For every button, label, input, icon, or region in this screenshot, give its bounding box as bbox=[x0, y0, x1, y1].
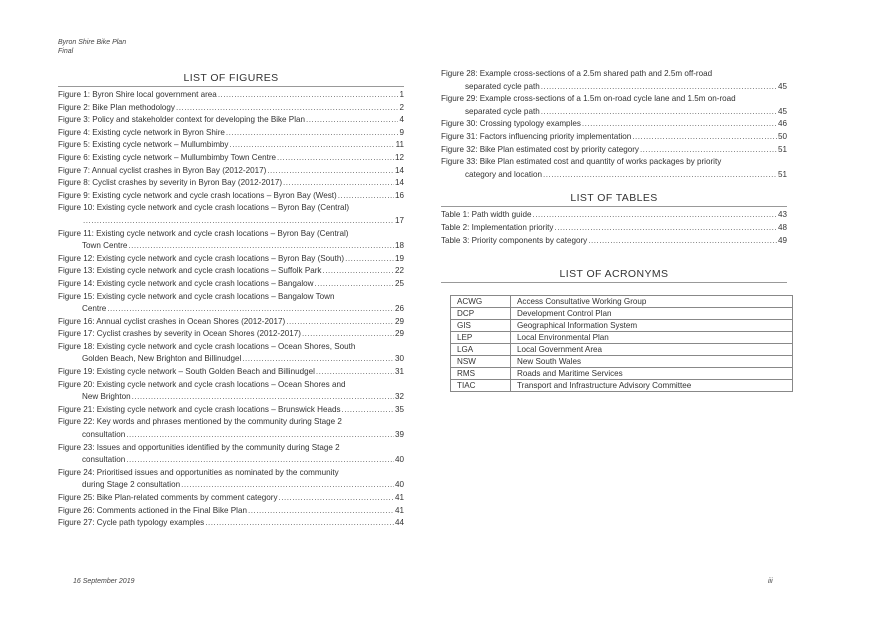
toc-page-number: 45 bbox=[777, 81, 787, 91]
toc-entry[interactable] bbox=[58, 416, 404, 441]
acronym-row bbox=[451, 344, 793, 356]
toc-entry[interactable] bbox=[58, 492, 404, 505]
toc-page-number: 31 bbox=[394, 367, 404, 377]
toc-entry[interactable] bbox=[58, 291, 404, 316]
toc-entry[interactable] bbox=[58, 442, 404, 467]
toc-page-number: 41 bbox=[394, 493, 404, 502]
dot-leader bbox=[242, 353, 394, 366]
toc-entry-text: Figure 2: Bike Plan methodology bbox=[58, 102, 175, 112]
toc-entry[interactable] bbox=[441, 144, 787, 157]
toc-entry-text: separated cycle path bbox=[465, 106, 540, 116]
toc-entry-text: Figure 11: Existing cycle network and cycle crash locations – Byron Bay (Central) bbox=[58, 228, 349, 238]
toc-entry[interactable] bbox=[58, 517, 404, 530]
toc-entry-text: Figure 10: Existing cycle network and cycle crash locations – Byron Bay (Central) bbox=[58, 203, 350, 213]
dot-leader bbox=[176, 102, 399, 115]
toc-page-number: 51 bbox=[777, 144, 787, 154]
toc-entry-text: Figure 30: Crossing typology examples bbox=[441, 119, 581, 129]
toc-entry[interactable] bbox=[441, 222, 787, 235]
toc-entry[interactable] bbox=[58, 265, 404, 278]
toc-entry-text: category and location bbox=[465, 169, 542, 179]
document-header bbox=[58, 38, 126, 56]
toc-entry[interactable] bbox=[441, 118, 787, 131]
toc-entry[interactable] bbox=[58, 114, 404, 127]
acronym-meaning: Geographical Information System bbox=[511, 320, 793, 332]
dot-leader bbox=[632, 131, 777, 144]
toc-page-number: 32 bbox=[394, 392, 404, 402]
toc-entry[interactable] bbox=[441, 68, 787, 93]
dot-leader bbox=[181, 479, 394, 492]
dot-leader bbox=[229, 139, 394, 152]
toc-page-number: 29 bbox=[394, 329, 404, 339]
toc-entry[interactable] bbox=[58, 467, 404, 492]
toc-page-number: 14 bbox=[394, 178, 404, 188]
toc-entry-text: Figure 18: Existing cycle network and cycle crash locations – Ocean Shores, South bbox=[58, 341, 356, 351]
toc-entry-text: Figure 16: Annual cyclist crashes in Ocean Shores (2012-2017) bbox=[58, 316, 286, 326]
toc-page-number: 35 bbox=[394, 404, 404, 414]
dot-leader bbox=[107, 303, 394, 316]
toc-page-number: 46 bbox=[777, 119, 787, 129]
dot-leader bbox=[338, 190, 394, 203]
toc-entry-text: Town Centre bbox=[82, 241, 128, 251]
toc-entry-text: Figure 3: Policy and stakeholder context for developing the Bike Plan bbox=[58, 115, 306, 125]
toc-entry-text: Figure 22: Key words and phrases mentioned by the community during Stage 2 bbox=[58, 417, 342, 427]
toc-entry-text: Figure 13: Existing cycle network and cycle crash locations – Suffolk Park bbox=[58, 266, 322, 276]
dot-leader bbox=[248, 505, 394, 518]
toc-entry-text: Figure 4: Existing cycle network in Byron Shire bbox=[58, 127, 225, 137]
acronym-abbreviation: RMS bbox=[451, 368, 511, 380]
toc-entry-text: Golden Beach, New Brighton and Billinudgel bbox=[82, 354, 242, 364]
toc-entry-text: Figure 7: Annual cyclist crashes in Byron Bay (2012-2017) bbox=[58, 165, 267, 175]
figures-column bbox=[58, 72, 404, 530]
toc-page-number: 39 bbox=[394, 430, 404, 440]
dot-leader bbox=[218, 89, 399, 102]
dot-leader bbox=[316, 366, 394, 379]
dot-leader bbox=[126, 429, 394, 442]
dot-leader bbox=[342, 404, 394, 417]
toc-page-number: 29 bbox=[394, 316, 404, 326]
toc-entry-text: Figure 20: Existing cycle network and cycle crash locations – Ocean Shores and bbox=[58, 379, 346, 389]
dot-leader bbox=[128, 240, 394, 253]
toc-entry[interactable] bbox=[58, 102, 404, 115]
toc-entry[interactable] bbox=[58, 89, 404, 102]
acronym-meaning: Roads and Maritime Services bbox=[511, 368, 793, 380]
toc-entry[interactable] bbox=[58, 278, 404, 291]
toc-page-number: 9 bbox=[399, 127, 404, 137]
toc-page-number: 22 bbox=[394, 266, 404, 276]
acronyms-table bbox=[450, 295, 793, 392]
toc-page-number: 44 bbox=[394, 518, 404, 528]
toc-entry-text: Figure 29: Example cross-sections of a 1.5m on-road cycle lane and 1.5m on-road bbox=[441, 94, 736, 104]
toc-entry[interactable] bbox=[58, 379, 404, 404]
toc-page-number: 4 bbox=[399, 115, 404, 125]
toc-page-number: 1 bbox=[399, 90, 404, 99]
toc-entry-text: Figure 21: Existing cycle network and cycle crash locations – Brunswick Heads bbox=[58, 404, 341, 414]
toc-page-number: 19 bbox=[394, 253, 404, 263]
toc-entry-text: consultation bbox=[82, 430, 126, 440]
acronym-abbreviation: NSW bbox=[451, 356, 511, 368]
acronym-row bbox=[451, 356, 793, 368]
toc-entry-text: Figure 33: Bike Plan estimated cost and quantity of works packages by priority bbox=[441, 157, 722, 167]
dot-leader bbox=[554, 222, 777, 235]
toc-entry[interactable] bbox=[58, 366, 404, 379]
acronym-abbreviation: LEP bbox=[451, 332, 511, 344]
toc-entry[interactable] bbox=[58, 341, 404, 366]
dot-leader bbox=[126, 454, 394, 467]
acronym-row bbox=[451, 320, 793, 332]
toc-page-number: 50 bbox=[777, 131, 787, 141]
toc-entry-text: Figure 19: Existing cycle network – South Golden Beach and Billinudgel bbox=[58, 367, 315, 377]
toc-entry-text: Figure 23: Issues and opportunities identified by the community during Stage 2 bbox=[58, 442, 340, 452]
dot-leader bbox=[267, 165, 394, 178]
list-of-figures-heading: LIST OF FIGURES bbox=[58, 72, 404, 87]
toc-entry[interactable] bbox=[441, 156, 787, 181]
toc-entry-text: during Stage 2 consultation bbox=[82, 480, 181, 490]
dot-leader bbox=[205, 517, 394, 530]
toc-entry-text: Figure 24: Prioritised issues and opportunities as nominated by the community bbox=[58, 467, 339, 477]
figures-list-continued bbox=[441, 68, 787, 181]
toc-page-number: 12 bbox=[394, 152, 404, 162]
toc-entry[interactable] bbox=[58, 190, 404, 203]
right-column bbox=[441, 68, 787, 392]
toc-entry-text: Figure 1: Byron Shire local government area bbox=[58, 90, 217, 99]
toc-entry-text: Figure 12: Existing cycle network and cycle crash locations – Byron Bay (South) bbox=[58, 253, 345, 263]
toc-page-number: 16 bbox=[394, 190, 404, 200]
list-of-tables-heading: LIST OF TABLES bbox=[441, 192, 787, 207]
toc-page-number: 18 bbox=[394, 241, 404, 251]
dot-leader bbox=[588, 235, 777, 248]
dot-leader bbox=[541, 81, 777, 94]
acronym-row bbox=[451, 296, 793, 308]
toc-entry-text: Table 3: Priority components by category bbox=[441, 235, 588, 245]
toc-page-number: 11 bbox=[395, 140, 404, 150]
toc-entry-text: Figure 25: Bike Plan-related comments by comment category bbox=[58, 493, 278, 502]
toc-entry-text: Figure 9: Existing cycle network and cycle crash locations – Byron Bay (West) bbox=[58, 190, 337, 200]
toc-entry-text: Figure 27: Cycle path typology examples bbox=[58, 518, 205, 528]
dot-leader bbox=[306, 114, 398, 127]
toc-entry[interactable] bbox=[441, 93, 787, 118]
toc-entry-text: Figure 31: Factors influencing priority implementation bbox=[441, 131, 632, 141]
toc-entry-text: Figure 8: Cyclist crashes by severity in Byron Bay (2012-2017) bbox=[58, 178, 283, 188]
toc-entry[interactable] bbox=[58, 127, 404, 140]
dot-leader bbox=[345, 253, 394, 266]
toc-entry-text: Figure 28: Example cross-sections of a 2.5m shared path and 2.5m off-road bbox=[441, 69, 713, 78]
toc-entry-text: Figure 5: Existing cycle network – Mullumbimby bbox=[58, 140, 229, 150]
dot-leader bbox=[286, 316, 394, 329]
acronym-meaning: Development Control Plan bbox=[511, 308, 793, 320]
dot-leader bbox=[541, 106, 777, 119]
toc-page-number: 45 bbox=[777, 106, 787, 116]
acronym-meaning: Transport and Infrastructure Advisory Committee bbox=[511, 380, 793, 392]
acronym-abbreviation: TIAC bbox=[451, 380, 511, 392]
toc-entry-text: New Brighton bbox=[82, 392, 131, 402]
toc-entry-text: Figure 14: Existing cycle network and cycle crash locations – Bangalow bbox=[58, 278, 314, 288]
toc-entry[interactable] bbox=[58, 165, 404, 178]
dot-leader bbox=[302, 328, 394, 341]
dot-leader bbox=[532, 209, 777, 222]
toc-page-number: 14 bbox=[394, 165, 404, 175]
dot-leader bbox=[279, 492, 394, 505]
toc-entry-text: Figure 26: Comments actioned in the Final Bike Plan bbox=[58, 505, 247, 515]
toc-entry[interactable] bbox=[58, 228, 404, 253]
toc-entry[interactable] bbox=[58, 404, 404, 417]
toc-entry[interactable] bbox=[58, 253, 404, 266]
toc-entry-text: Figure 17: Cyclist crashes by severity in Ocean Shores (2012-2017) bbox=[58, 329, 301, 339]
acronym-abbreviation: ACWG bbox=[451, 296, 511, 308]
toc-page-number: 40 bbox=[394, 455, 404, 465]
toc-entry-text: Table 2: Implementation priority bbox=[441, 222, 554, 232]
dot-leader bbox=[315, 278, 394, 291]
toc-page-number: 51 bbox=[777, 169, 787, 179]
acronym-abbreviation: LGA bbox=[451, 344, 511, 356]
toc-entry[interactable] bbox=[58, 202, 404, 227]
toc-entry-text: separated cycle path bbox=[465, 81, 540, 91]
list-of-acronyms-heading: LIST OF ACRONYMS bbox=[441, 268, 787, 283]
toc-entry-text: Centre bbox=[82, 304, 107, 314]
dot-leader bbox=[83, 215, 394, 228]
toc-page-number: 17 bbox=[394, 215, 404, 225]
acronym-meaning: Local Government Area bbox=[511, 344, 793, 356]
acronym-abbreviation: DCP bbox=[451, 308, 511, 320]
footer-date: 16 September 2019 bbox=[73, 578, 135, 585]
toc-page-number: 41 bbox=[394, 505, 404, 515]
toc-page-number: 2 bbox=[399, 102, 404, 112]
toc-entry[interactable] bbox=[441, 209, 787, 222]
document-title: Byron Shire Bike Plan bbox=[58, 39, 127, 46]
toc-page-number: 48 bbox=[777, 222, 787, 232]
toc-page-number: 43 bbox=[777, 210, 787, 220]
acronym-row bbox=[451, 332, 793, 344]
toc-entry-text: Figure 6: Existing cycle network – Mullumbimby Town Centre bbox=[58, 152, 277, 162]
toc-entry-text: Table 1: Path width guide bbox=[441, 210, 532, 220]
dot-leader bbox=[543, 169, 777, 182]
toc-entry[interactable] bbox=[58, 505, 404, 518]
toc-entry[interactable] bbox=[58, 152, 404, 165]
dot-leader bbox=[132, 391, 394, 404]
dot-leader bbox=[283, 177, 394, 190]
acronym-meaning: Local Environmental Plan bbox=[511, 332, 793, 344]
toc-entry[interactable] bbox=[58, 139, 404, 152]
toc-page-number: 49 bbox=[777, 235, 787, 245]
toc-page-number: 26 bbox=[394, 304, 404, 314]
toc-entry[interactable] bbox=[58, 316, 404, 329]
acronym-meaning: Access Consultative Working Group bbox=[511, 296, 793, 308]
toc-entry[interactable] bbox=[441, 131, 787, 144]
acronym-row bbox=[451, 380, 793, 392]
dot-leader bbox=[322, 265, 394, 278]
toc-entry-text: Figure 15: Existing cycle network and cycle crash locations – Bangalow Town bbox=[58, 291, 335, 301]
toc-page-number: 25 bbox=[394, 278, 404, 288]
toc-entry-text: Figure 32: Bike Plan estimated cost by priority category bbox=[441, 144, 639, 154]
toc-entry[interactable] bbox=[441, 235, 787, 248]
dot-leader bbox=[277, 152, 394, 165]
acronym-meaning: New South Wales bbox=[511, 356, 793, 368]
acronym-row bbox=[451, 308, 793, 320]
dot-leader bbox=[640, 144, 777, 157]
toc-entry-text: consultation bbox=[82, 455, 126, 465]
tables-list bbox=[441, 209, 787, 247]
dot-leader bbox=[226, 127, 399, 140]
toc-entry[interactable] bbox=[58, 177, 404, 190]
acronym-abbreviation: GIS bbox=[451, 320, 511, 332]
dot-leader bbox=[582, 118, 777, 131]
toc-entry[interactable] bbox=[58, 328, 404, 341]
toc-page-number: 40 bbox=[394, 480, 404, 490]
footer-page-number: iii bbox=[768, 578, 773, 585]
toc-page-number: 30 bbox=[394, 354, 404, 364]
figures-list bbox=[58, 89, 404, 530]
acronym-row bbox=[451, 368, 793, 380]
document-status: Final bbox=[58, 48, 74, 55]
